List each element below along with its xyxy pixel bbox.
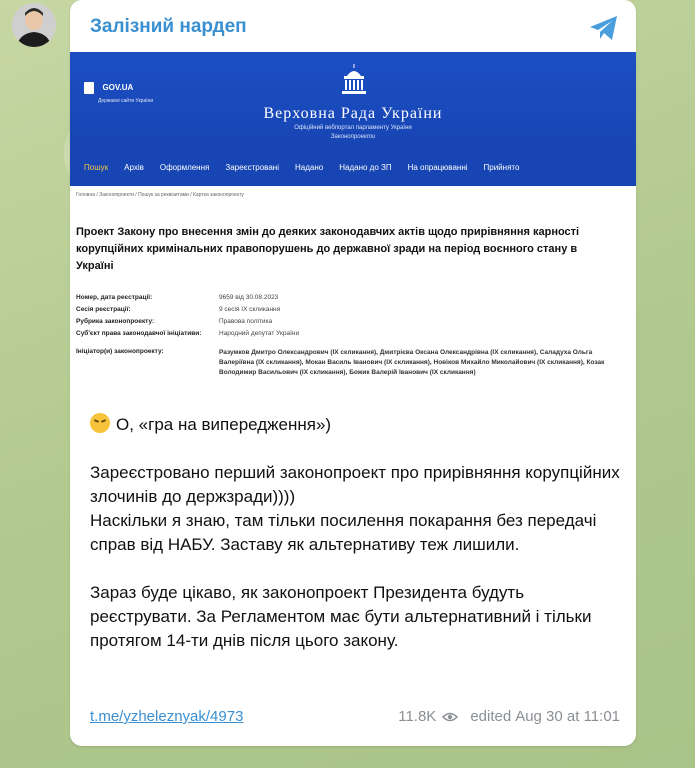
detail-key: Номер, дата реєстрації: bbox=[76, 294, 153, 301]
detail-key: Ініціатор(и) законопроекту: bbox=[76, 348, 164, 355]
view-count: 11.8K bbox=[398, 708, 437, 725]
parliament-building-icon bbox=[340, 62, 368, 96]
edited-label: edited bbox=[470, 708, 512, 725]
nav-item: Надано до ЗП bbox=[339, 162, 392, 172]
rofl-emoji-icon bbox=[90, 413, 110, 433]
gov-title: GOV.UA bbox=[102, 83, 134, 93]
nav-item: Надано bbox=[295, 162, 324, 172]
detail-row bbox=[76, 348, 626, 388]
message-text bbox=[90, 413, 620, 677]
message-paragraph: Зареєстровано перший законопроект про прирівняння корупційних злочинів до держзради)))) Наскільки я знаю, там тільки посилення покарання без передачі справ від НАБУ. Заставу як альтернативу теж лишили. bbox=[90, 463, 620, 554]
nav-item: Пошук bbox=[84, 162, 109, 172]
detail-value: Народний депутат України bbox=[219, 330, 300, 337]
rada-subtitle: Офіційний вебпортал парламенту України bbox=[294, 125, 412, 131]
message-line bbox=[90, 413, 620, 437]
detail-row bbox=[76, 318, 626, 330]
bill-details bbox=[76, 294, 626, 388]
message-footer bbox=[90, 708, 620, 730]
detail-key: Сесія реєстрації: bbox=[76, 306, 131, 313]
gov-badge bbox=[84, 79, 153, 104]
message-meta bbox=[394, 708, 620, 725]
channel-name[interactable]: Залізний нардеп bbox=[90, 16, 247, 37]
rada-section: Законопроекти bbox=[330, 134, 376, 140]
message-bubble bbox=[70, 0, 636, 746]
nav-item: Прийнято bbox=[483, 162, 520, 172]
breadcrumb: Головна / Законопроекти / Пошук за реквізитами / Картка законопроекту bbox=[76, 192, 244, 198]
rada-title: Верховна Рада України bbox=[263, 105, 443, 122]
rada-header bbox=[70, 52, 636, 148]
detail-row bbox=[76, 330, 626, 348]
share-button[interactable] bbox=[588, 14, 620, 42]
detail-value: Разумков Дмитро Олександрович (IX скликання), Дмитрієва Оксана Олександрівна (IX скликання), Саладуха Ольга Валеріївна (IX скликання), Мокан Василь Іванович (IX скликання), Новіков Михайло Миколайович (IX скликання), Козак Володимир Васильович (IX скликання), Божик Валерій Іванович (IX скликання) bbox=[219, 349, 605, 376]
screenshot-image[interactable] bbox=[70, 52, 636, 406]
message-date: Aug 30 at 11:01 bbox=[515, 708, 620, 725]
nav-item: Архів bbox=[124, 162, 144, 172]
nav-item: Зареєстровані bbox=[225, 162, 279, 172]
detail-row bbox=[76, 294, 626, 306]
bill-title: Проект Закону про внесення змін до деяких законодавчих актів щодо прирівняння карності корупційних кримінальних правопорушень до державної зради на період воєнного стану в Україні bbox=[76, 226, 580, 272]
nav-item: На опрацюванні bbox=[407, 162, 468, 172]
telegram-share-icon bbox=[588, 14, 620, 42]
gov-logo-icon bbox=[84, 82, 94, 94]
rada-nav bbox=[70, 148, 636, 186]
message-line-text: О, «гра на випередження») bbox=[116, 415, 332, 434]
detail-row bbox=[76, 306, 626, 318]
gov-sub: Державні сайти України bbox=[98, 98, 154, 104]
message-paragraph: Зараз буде цікаво, як законопроект Президента будуть реєструвати. За Регламентом має бути альтернативний і тільки протягом 14-ти днів після цього закону. bbox=[90, 583, 592, 650]
post-link[interactable]: t.me/yzheleznyak/4973 bbox=[90, 708, 244, 725]
detail-key: Рубрика законопроекту: bbox=[76, 318, 155, 325]
eye-icon bbox=[442, 712, 458, 722]
detail-value: Правова політика bbox=[219, 318, 273, 325]
detail-value: 9659 від 30.08.2023 bbox=[219, 294, 279, 301]
channel-avatar[interactable] bbox=[12, 3, 56, 47]
nav-item: Оформлення bbox=[159, 162, 210, 172]
detail-value: 9 сесія IX скликання bbox=[219, 306, 281, 313]
detail-key: Суб'єкт права законодавчої ініціативи: bbox=[76, 330, 202, 337]
